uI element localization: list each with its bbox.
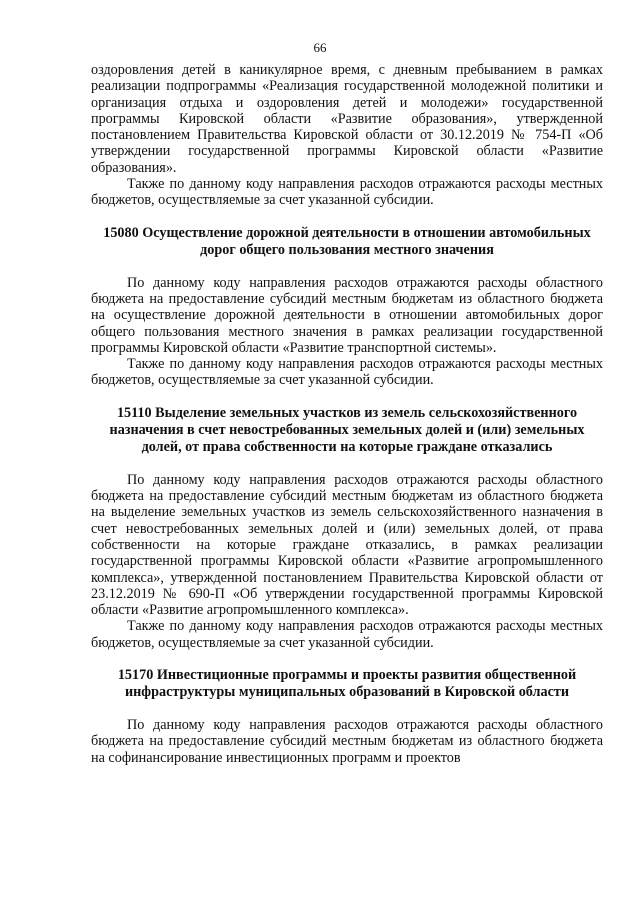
- paragraph-3: По данному коду направления расходов отражаются расходы областного бюджета на предоставление субсидий местным бюджетам из областного бюджета на осуществление дорожной деятельности в отношении автомобильных дорог общего пользования местного значения в рамках реализации государственной программы Кировской области «Развитие транспортной системы».: [91, 274, 603, 356]
- page-number: 66: [313, 40, 327, 55]
- heading-15080: 15080 Осуществление дорожной деятельности в отношении автомобильных дорог общего пользования местного значения: [103, 224, 591, 258]
- paragraph-1: оздоровления детей в каникулярное время, с дневным пребыванием в рамках реализации подпрограммы «Реализация государственной молодежной политики и организация отдыха и оздоровления детей и молодежи» государственной программы Кировской области «Развитие образования», утвержденной постановлением Правительства Кировской области от 30.12.2019 № 754-П «Об утверждении государственной программы Кировской области «Развитие образования».: [91, 62, 603, 176]
- paragraph-2: Также по данному коду направления расходов отражаются расходы местных бюджетов, осуществляемые за счет указанной субсидии.: [91, 176, 603, 209]
- document-body: [91, 62, 603, 766]
- heading-15170: 15170 Инвестиционные программы и проекты развития общественной инфраструктуры муниципальных образований в Кировской области: [117, 667, 577, 701]
- heading-15110: 15110 Выделение земельных участков из земель сельскохозяйственного назначения в счет невостребованных земельных долей и (или) земельных долей, от права собственности на которые граждане отказались: [109, 404, 585, 455]
- paragraph-5: По данному коду направления расходов отражаются расходы областного бюджета на предоставление субсидий местным бюджетам из областного бюджета на выделение земельных участков из земель сельскохозяйственного назначения в счет невостребованных земельных долей и (или) земельных долей, от права собственности на которые граждане отказались, в рамках реализации государственной программы Кировской области «Развитие агропромышленного комплекса», утвержденной постановлением Правительства Кировской области от 23.12.2019 № 690-П «Об утверждении государственной программы Кировской области «Развитие агропромышленного комплекса».: [91, 471, 603, 619]
- paragraph-4: Также по данному коду направления расходов отражаются расходы местных бюджетов, осуществляемые за счет указанной субсидии.: [91, 356, 603, 389]
- paragraph-7: По данному коду направления расходов отражаются расходы областного бюджета на предоставление субсидий местным бюджетам из областного бюджета на софинансирование инвестиционных программ и проектов: [91, 717, 603, 766]
- paragraph-6: Также по данному коду направления расходов отражаются расходы местных бюджетов, осуществляемые за счет указанной субсидии.: [91, 618, 603, 651]
